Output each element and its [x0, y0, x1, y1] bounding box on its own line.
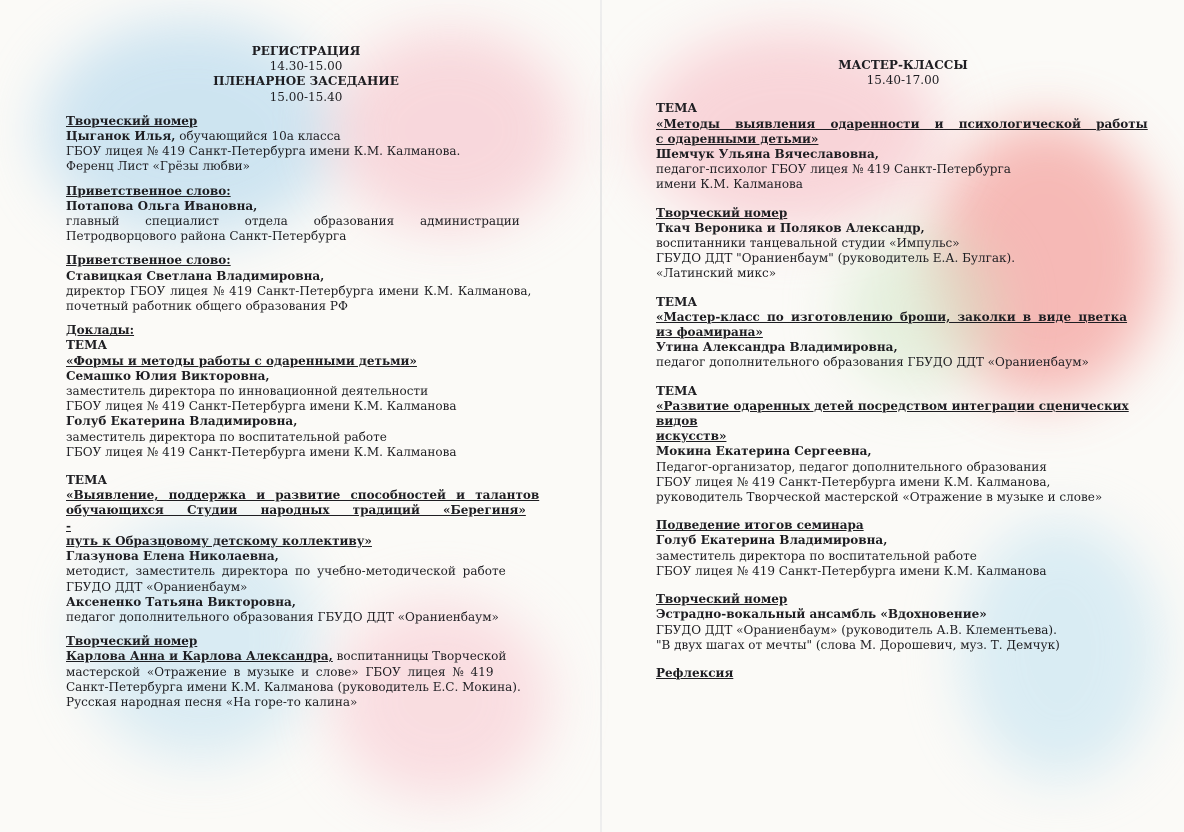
- report-title: из фоамирана»: [656, 325, 763, 340]
- report-title: путь к Образцовому детскому коллективу»: [66, 533, 372, 548]
- info-line: ГБОУ лицея № 419 Санкт-Петербурга имени К.М. Калманова: [656, 563, 1047, 578]
- fold-line: [600, 0, 602, 832]
- registration-time: 14.30-15.00: [269, 59, 343, 74]
- registration-title: РЕГИСТРАЦИЯ: [251, 44, 361, 58]
- info-line: воспитанники танцевальной студии «Импульс»: [656, 236, 960, 251]
- speaker-name: Глазунова Елена Николаевна,: [66, 549, 279, 564]
- report-title: «Формы и методы работы с одаренными детьми»: [66, 353, 417, 368]
- info-line: Санкт-Петербурга имени К.М. Калманова (руководитель Е.С. Мокина).: [66, 679, 521, 694]
- section-heading: Подведение итогов семинара: [656, 518, 864, 533]
- speaker-name: Шемчук Ульяна Вячеславовна,: [656, 147, 879, 162]
- speaker-name: Эстрадно-вокальный ансамбль «Вдохновение»: [656, 607, 987, 622]
- performer-desc: обучающийся 10а класса: [175, 129, 341, 144]
- info-line: Русская народная песня «На горе-то калина»: [66, 694, 358, 709]
- masterclass-time: 15.40-17.00: [866, 73, 940, 88]
- speaker-name: Голуб Екатерина Владимировна,: [66, 414, 298, 429]
- speaker-name: Ставицкая Светлана Владимировна,: [66, 268, 325, 283]
- info-line: почетный работник общего образования РФ: [66, 299, 348, 314]
- info-line: педагог дополнительного образования ГБУДО ДДТ «Ораниенбаум»: [656, 355, 1089, 370]
- info-line: Педагог-организатор, педагог дополнительного образования: [656, 459, 1047, 474]
- info-line: «Латинский микс»: [656, 266, 777, 281]
- info-line: педагог дополнительного образования ГБУДО ДДТ «Ораниенбаум»: [66, 609, 499, 624]
- info-line: директор ГБОУ лицея № 419 Санкт-Петербурга имени К.М. Калманова,: [66, 283, 532, 298]
- performer-line: [66, 649, 546, 664]
- info-line: Ференц Лист «Грёзы любви»: [66, 159, 250, 174]
- info-line: главный специалист отдела образования администрации: [66, 214, 520, 229]
- info-line: ГБУДО ДДТ «Ораниенбаум»: [66, 579, 248, 594]
- info-line: ГБОУ лицея № 419 Санкт-Петербурга имени К.М. Калманова,: [656, 474, 1051, 489]
- info-line: ГБУДО ДДТ "Ораниенбаум" (руководитель Е.А. Булгак).: [656, 251, 1016, 266]
- speaker-name: Мокина Екатерина Сергеевна,: [656, 444, 872, 459]
- section-heading: Творческий номер: [656, 592, 788, 607]
- section-heading: Рефлексия: [656, 665, 734, 680]
- speaker-name: Ткач Вероника и Поляков Александр,: [656, 220, 925, 235]
- tema-label: ТЕМА: [66, 473, 108, 488]
- info-line: заместитель директора по воспитательной работе: [66, 429, 387, 444]
- left-panel: [66, 44, 546, 710]
- masterclass-title: МАСТЕР-КЛАССЫ: [838, 58, 968, 72]
- section-heading: Доклады:: [66, 323, 135, 338]
- info-line: "В двух шагах от мечты" (слова М. Дорошевич, муз. Т. Демчук): [656, 637, 1060, 652]
- section-heading: Творческий номер: [66, 113, 198, 128]
- tema-label: ТЕМА: [656, 383, 698, 398]
- speaker-name: Голуб Екатерина Владимировна,: [656, 533, 888, 548]
- performer-name: Цыганок Илья,: [66, 129, 176, 144]
- tema-label: ТЕМА: [656, 294, 698, 309]
- right-panel: [656, 58, 1150, 681]
- report-title: «Развитие одаренных детей посредством интеграции сценических видов: [656, 398, 1129, 429]
- section-heading: Творческий номер: [656, 205, 788, 220]
- info-line: методист, заместитель директора по учебно-методической работе: [66, 564, 506, 579]
- plenary-time: 15.00-15.40: [269, 89, 343, 104]
- section-heading: Приветственное слово:: [66, 183, 231, 198]
- report-title: «Выявление, поддержка и развитие способностей и талантов: [66, 488, 540, 503]
- section-heading: Приветственное слово:: [66, 253, 231, 268]
- report-title: обучающихся Студии народных традиций «Берегиня» -: [66, 503, 526, 533]
- tema-label: ТЕМА: [656, 101, 698, 116]
- report-title: искусств»: [656, 429, 727, 444]
- info-line: педагог-психолог ГБОУ лицея № 419 Санкт-Петербурга: [656, 162, 1011, 177]
- speaker-name: Семашко Юлия Викторовна,: [66, 368, 270, 383]
- info-line: руководитель Творческой мастерской «Отражение в музыке и слове»: [656, 490, 1103, 505]
- section-heading: Творческий номер: [66, 634, 198, 649]
- performer-line: [66, 129, 546, 144]
- report-title: «Методы выявления одаренности и психологической работы: [656, 116, 1148, 131]
- info-line: ГБУДО ДДТ «Ораниенбаум» (руководитель А.В. Клементьева).: [656, 622, 1057, 637]
- info-line: заместитель директора по воспитательной работе: [656, 548, 977, 563]
- info-line: ГБОУ лицея № 419 Санкт-Петербурга имени К.М. Калманова: [66, 444, 457, 459]
- performer-name: Карлова Анна и Карлова Александра,: [66, 649, 333, 664]
- info-line: ГБОУ лицея № 419 Санкт-Петербурга имени К.М. Калманова.: [66, 144, 461, 159]
- info-line: мастерской «Отражение в музыке и слове» ГБОУ лицея № 419: [66, 664, 494, 679]
- info-line: ГБОУ лицея № 419 Санкт-Петербурга имени К.М. Калманова: [66, 399, 457, 414]
- info-line: заместитель директора по инновационной деятельности: [66, 384, 429, 399]
- info-line: Петродворцового района Санкт-Петербурга: [66, 229, 347, 244]
- speaker-name: Аксененко Татьяна Викторовна,: [66, 594, 296, 609]
- performer-desc: воспитанницы Творческой: [332, 649, 507, 664]
- tema-label: ТЕМА: [66, 338, 108, 353]
- info-line: имени К.М. Калманова: [656, 177, 803, 192]
- plenary-title: ПЛЕНАРНОЕ ЗАСЕДАНИЕ: [213, 74, 399, 89]
- speaker-name: Потапова Ольга Ивановна,: [66, 198, 258, 213]
- speaker-name: Утина Александра Владимировна,: [656, 340, 898, 355]
- report-title: с одаренными детьми»: [656, 131, 819, 146]
- report-title: «Мастер-класс по изготовлению броши, заколки в виде цветка: [656, 309, 1128, 324]
